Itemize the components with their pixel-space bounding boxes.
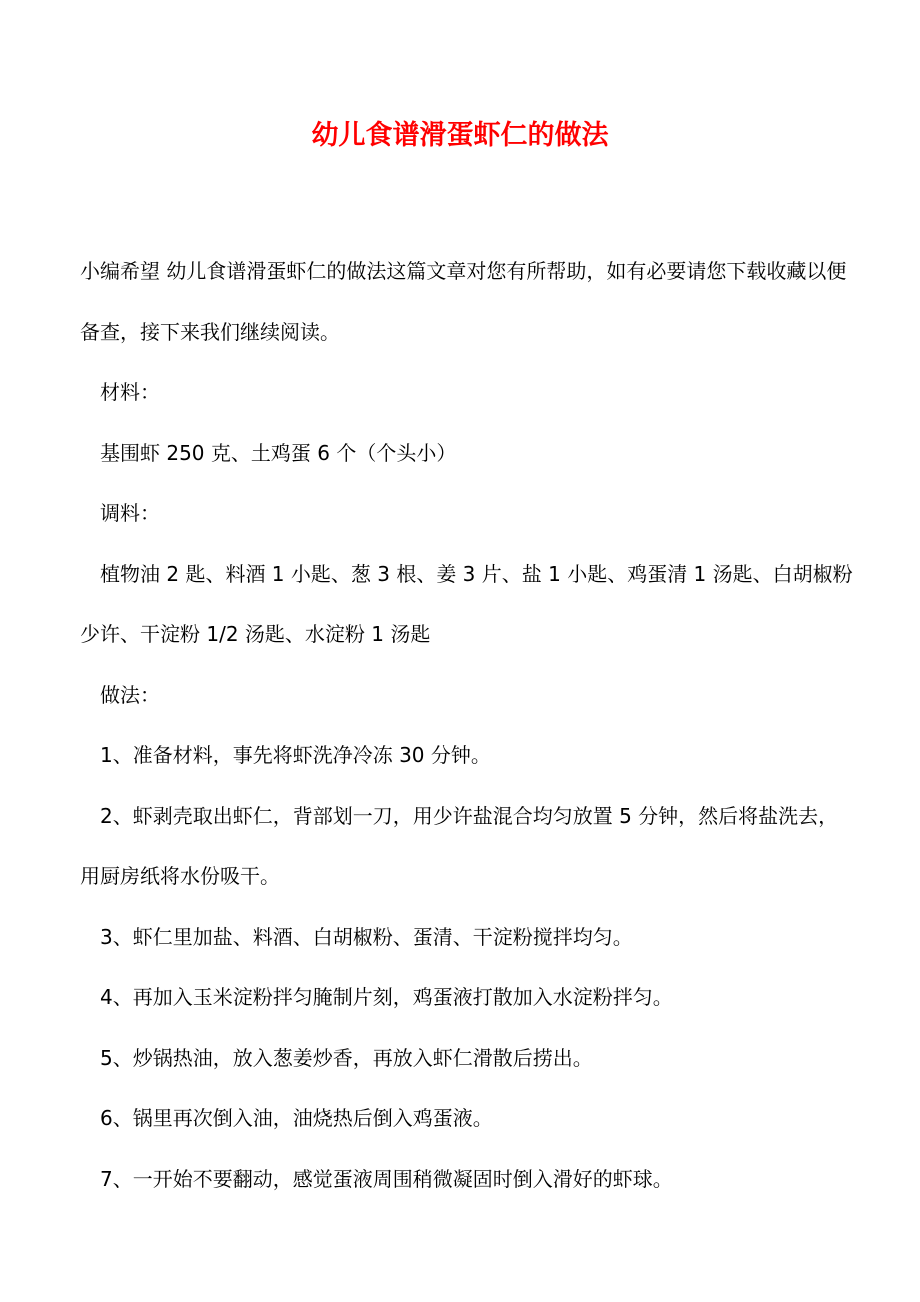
document-body [80,241,856,1209]
step-4: 4、再加入玉米淀粉拌匀腌制片刻，鸡蛋液打散加入水淀粉拌匀。 [100,985,673,1009]
materials-heading: 材料： [100,380,160,404]
materials-list: 基围虾 250 克、土鸡蛋 6 个（个头小） [100,440,457,465]
seasonings-list: 植物油 2 匙、料酒 1 小匙、葱 3 根、姜 3 片、盐 1 小匙、鸡蛋清 1 汤匙、白胡椒粉少许、干淀粉 1/2 汤匙、水淀粉 1 汤匙 [80,561,853,646]
step-1: 1、准备材料，事先将虾洗净冷冻 30 分钟。 [100,743,491,767]
seasonings-heading: 调料： [100,501,160,525]
step-2: 2、虾剥壳取出虾仁，背部划一刀，用少许盐混合均匀放置 5 分钟，然后将盐洗去，用厨房纸将水份吸干。 [80,803,839,888]
step-6: 6、锅里再次倒入油，油烧热后倒入鸡蛋液。 [100,1106,493,1130]
step-3: 3、虾仁里加盐、料酒、白胡椒粉、蛋清、干淀粉搅拌均匀。 [100,924,633,949]
step-5: 5、炒锅热油，放入葱姜炒香，再放入虾仁滑散后捞出。 [100,1045,593,1070]
step-7: 7、一开始不要翻动，感觉蛋液周围稍微凝固时倒入滑好的虾球。 [100,1166,673,1191]
document-title: 幼儿食谱滑蛋虾仁的做法 [311,120,609,151]
method-heading: 做法： [100,682,160,707]
intro-paragraph: 小编希望 幼儿食谱滑蛋虾仁的做法这篇文章对您有所帮助，如有必要请您下载收藏以便备查，接下来我们继续阅读。 [80,259,847,344]
